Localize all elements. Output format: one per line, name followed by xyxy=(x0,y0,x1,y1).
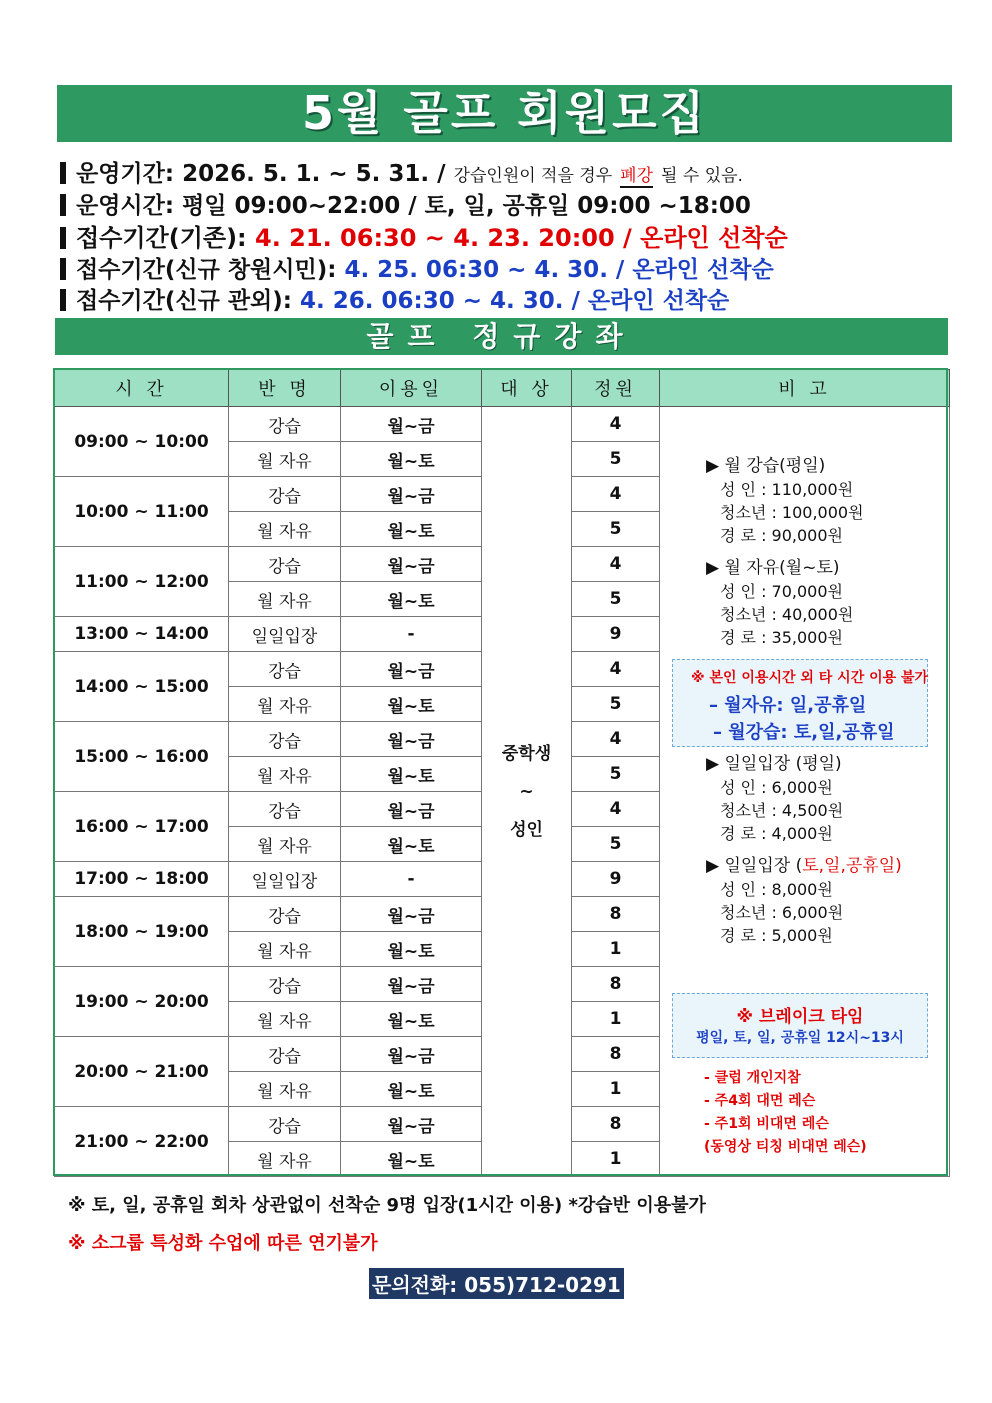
note-daily-weekend-head xyxy=(706,855,902,878)
usage-days: 월~토 xyxy=(341,932,482,967)
target-line: 중학생 xyxy=(501,743,552,764)
class-name: 강습 xyxy=(229,477,341,512)
target-line: ~ xyxy=(519,781,534,802)
usage-days: 월~토 xyxy=(341,687,482,722)
class-name: 월 자유 xyxy=(229,687,341,722)
time-slot: 15:00 ~ 16:00 xyxy=(55,722,229,792)
period-note-a: 강습인원이 적을 경우 xyxy=(453,166,613,186)
price-youth: 청소년 : 100,000원 xyxy=(720,503,864,522)
header-notes: 비 고 xyxy=(660,370,950,407)
capacity: 1 xyxy=(572,1002,660,1037)
info-hours xyxy=(60,187,960,220)
usage-days: 월~토 xyxy=(341,757,482,792)
hours-label: 운영시간: xyxy=(76,193,175,219)
class-name: 일일입장 xyxy=(229,862,341,897)
bullet-bar xyxy=(60,258,66,280)
note-monthly-free xyxy=(706,557,853,649)
usage-days: 월~금 xyxy=(341,967,482,1002)
class-name: 월 자유 xyxy=(229,827,341,862)
info-reg-new-out xyxy=(60,282,960,315)
bullet-bar xyxy=(60,227,66,249)
weekend-head-b: ) xyxy=(895,856,902,876)
usage-days: 월~금 xyxy=(341,1107,482,1142)
usage-days: 월~금 xyxy=(341,407,482,442)
note-monthly-lesson-head: ▶ 월 강습(평일) xyxy=(706,456,826,476)
time-slot: 13:00 ~ 14:00 xyxy=(55,617,229,652)
usage-days: 월~토 xyxy=(341,442,482,477)
usage-days: 월~금 xyxy=(341,792,482,827)
time-slot: 17:00 ~ 18:00 xyxy=(55,862,229,897)
info-period xyxy=(60,155,960,188)
contact-phone: 문의전화: 055)712-0291 xyxy=(369,1268,624,1299)
reg-new-out-value: 4. 26. 06:30 ~ 4. 30. / 온라인 선착순 xyxy=(300,288,730,314)
class-name: 강습 xyxy=(229,792,341,827)
price-youth: 청소년 : 40,000원 xyxy=(720,605,854,624)
class-name: 월 자유 xyxy=(229,1002,341,1037)
usage-days: 월~금 xyxy=(341,722,482,757)
time-slot: 14:00 ~ 15:00 xyxy=(55,652,229,722)
time-slot: 16:00 ~ 17:00 xyxy=(55,792,229,862)
reg-new-city-value: 4. 25. 06:30 ~ 4. 30. / 온라인 선착순 xyxy=(344,257,774,283)
usage-days: 월~토 xyxy=(341,1002,482,1037)
usage-days: 월~토 xyxy=(341,512,482,547)
time-slot: 21:00 ~ 22:00 xyxy=(55,1107,229,1177)
class-name: 강습 xyxy=(229,722,341,757)
usage-days: 월~토 xyxy=(341,1072,482,1107)
class-name: 강습 xyxy=(229,547,341,582)
time-slot: 09:00 ~ 10:00 xyxy=(55,407,229,477)
class-name: 월 자유 xyxy=(229,1072,341,1107)
price-youth: 청소년 : 6,000원 xyxy=(720,903,844,922)
header-days: 이용일 xyxy=(341,370,482,407)
time-slot: 20:00 ~ 21:00 xyxy=(55,1037,229,1107)
reg-existing-label: 접수기간(기존): xyxy=(76,224,247,252)
capacity: 8 xyxy=(572,1037,660,1072)
footer-note-2: ※ 소그룹 특성화 수업에 따른 연기불가 xyxy=(68,1233,378,1254)
info-reg-new-city xyxy=(60,251,960,284)
capacity: 4 xyxy=(572,722,660,757)
price-adult: 성 인 : 70,000원 xyxy=(720,582,844,601)
section-title: 골프 정규강좌 xyxy=(55,318,948,355)
price-adult: 성 인 : 8,000원 xyxy=(720,880,833,899)
period-label: 운영기간: xyxy=(76,161,175,187)
capacity: 8 xyxy=(572,897,660,932)
period-note-red: 폐강 xyxy=(620,166,654,186)
price-senior: 경 로 : 5,000원 xyxy=(720,926,833,945)
restriction-line2: – 월자유: 일,공휴일 xyxy=(709,695,867,716)
header-target: 대 상 xyxy=(482,370,572,407)
header-time: 시 간 xyxy=(55,370,229,407)
table-header-row xyxy=(55,370,950,407)
break-time-title: ※ 브레이크 타임 xyxy=(736,1007,864,1027)
capacity: 4 xyxy=(572,407,660,442)
class-name: 월 자유 xyxy=(229,442,341,477)
price-senior: 경 로 : 35,000원 xyxy=(720,628,844,647)
lesson-info-line: - 클럽 개인지참 xyxy=(704,1070,801,1086)
time-slot: 19:00 ~ 20:00 xyxy=(55,967,229,1037)
capacity: 9 xyxy=(572,862,660,897)
table-row xyxy=(55,407,950,442)
note-daily-weekday-head: ▶ 일일입장 (평일) xyxy=(706,754,842,774)
reg-new-city-label: 접수기간(신규 창원시민): xyxy=(76,257,337,283)
period-note-b: 될 수 있음. xyxy=(661,166,743,186)
price-senior: 경 로 : 90,000원 xyxy=(720,526,844,545)
class-name: 강습 xyxy=(229,407,341,442)
page-title: 5월 골프 회원모집 xyxy=(57,85,952,142)
bullet-bar xyxy=(60,194,66,216)
capacity: 1 xyxy=(572,1142,660,1177)
usage-days: - xyxy=(341,862,482,897)
class-name: 강습 xyxy=(229,897,341,932)
header-class: 반 명 xyxy=(229,370,341,407)
capacity: 5 xyxy=(572,512,660,547)
lesson-info-line: - 주4회 대면 레슨 xyxy=(704,1093,816,1109)
price-youth: 청소년 : 4,500원 xyxy=(720,801,844,820)
capacity: 9 xyxy=(572,617,660,652)
hours-value: 평일 09:00~22:00 / 토, 일, 공휴일 09:00 ~18:00 xyxy=(182,193,751,219)
target-line: 성인 xyxy=(510,819,543,840)
class-name: 월 자유 xyxy=(229,757,341,792)
target-audience xyxy=(482,407,572,1177)
time-slot: 11:00 ~ 12:00 xyxy=(55,547,229,617)
usage-days: 월~금 xyxy=(341,477,482,512)
capacity: 5 xyxy=(572,687,660,722)
usage-days: 월~금 xyxy=(341,652,482,687)
usage-days: 월~토 xyxy=(341,1142,482,1177)
note-daily-weekday xyxy=(706,753,843,845)
note-monthly-free-head: ▶ 월 자유(월~토) xyxy=(706,558,840,578)
notes-cell xyxy=(660,407,950,1177)
class-name: 강습 xyxy=(229,652,341,687)
restriction-line3: – 월강습: 토,일,공휴일 xyxy=(713,722,895,743)
footer-note-1: ※ 토, 일, 공휴일 회차 상관없이 선착순 9명 입장(1시간 이용) *강습반 이용불가 xyxy=(68,1195,706,1216)
capacity: 5 xyxy=(572,582,660,617)
usage-days: 월~금 xyxy=(341,897,482,932)
reg-new-out-label: 접수기간(신규 관외): xyxy=(76,288,292,314)
schedule-table xyxy=(54,369,950,1177)
note-daily-weekend xyxy=(706,855,902,947)
class-name: 월 자유 xyxy=(229,932,341,967)
class-name: 강습 xyxy=(229,1107,341,1142)
capacity: 4 xyxy=(572,477,660,512)
capacity: 8 xyxy=(572,1107,660,1142)
capacity: 5 xyxy=(572,757,660,792)
price-adult: 성 인 : 6,000원 xyxy=(720,778,833,797)
weekend-head-a: ▶ 일일입장 ( xyxy=(706,856,803,876)
usage-days: 월~금 xyxy=(341,547,482,582)
bullet-bar xyxy=(60,289,66,311)
note-monthly-lesson xyxy=(706,455,864,547)
lesson-info-line: (동영상 티칭 비대면 레슨) xyxy=(704,1139,867,1155)
class-name: 강습 xyxy=(229,1037,341,1072)
header-capacity: 정원 xyxy=(572,370,660,407)
period-value: 2026. 5. 1. ~ 5. 31. / xyxy=(182,161,446,187)
capacity: 1 xyxy=(572,932,660,967)
capacity: 4 xyxy=(572,792,660,827)
class-name: 일일입장 xyxy=(229,617,341,652)
bullet-bar xyxy=(60,162,66,184)
info-reg-existing xyxy=(60,218,960,253)
restriction-box xyxy=(672,659,928,747)
usage-days: 월~토 xyxy=(341,827,482,862)
capacity: 4 xyxy=(572,652,660,687)
usage-days: - xyxy=(341,617,482,652)
capacity: 8 xyxy=(572,967,660,1002)
class-name: 월 자유 xyxy=(229,512,341,547)
usage-days: 월~토 xyxy=(341,582,482,617)
capacity: 5 xyxy=(572,442,660,477)
lesson-info-line: - 주1회 비대면 레슨 xyxy=(704,1116,829,1132)
capacity: 1 xyxy=(572,1072,660,1107)
capacity: 5 xyxy=(572,827,660,862)
usage-days: 월~금 xyxy=(341,1037,482,1072)
restriction-line1: ※ 본인 이용시간 외 타 시간 이용 불가 xyxy=(691,670,929,686)
class-name: 월 자유 xyxy=(229,582,341,617)
break-time-hours: 평일, 토, 일, 공휴일 12시~13시 xyxy=(696,1030,904,1046)
lesson-info xyxy=(704,1067,867,1159)
price-senior: 경 로 : 4,000원 xyxy=(720,824,833,843)
time-slot: 10:00 ~ 11:00 xyxy=(55,477,229,547)
price-adult: 성 인 : 110,000원 xyxy=(720,480,854,499)
capacity: 4 xyxy=(572,547,660,582)
weekend-head-red: 토,일,공휴일 xyxy=(802,856,896,876)
time-slot: 18:00 ~ 19:00 xyxy=(55,897,229,967)
class-name: 강습 xyxy=(229,967,341,1002)
reg-existing-value: 4. 21. 06:30 ~ 4. 23. 20:00 / 온라인 선착순 xyxy=(255,224,788,252)
class-name: 월 자유 xyxy=(229,1142,341,1177)
break-time-box xyxy=(672,993,928,1058)
